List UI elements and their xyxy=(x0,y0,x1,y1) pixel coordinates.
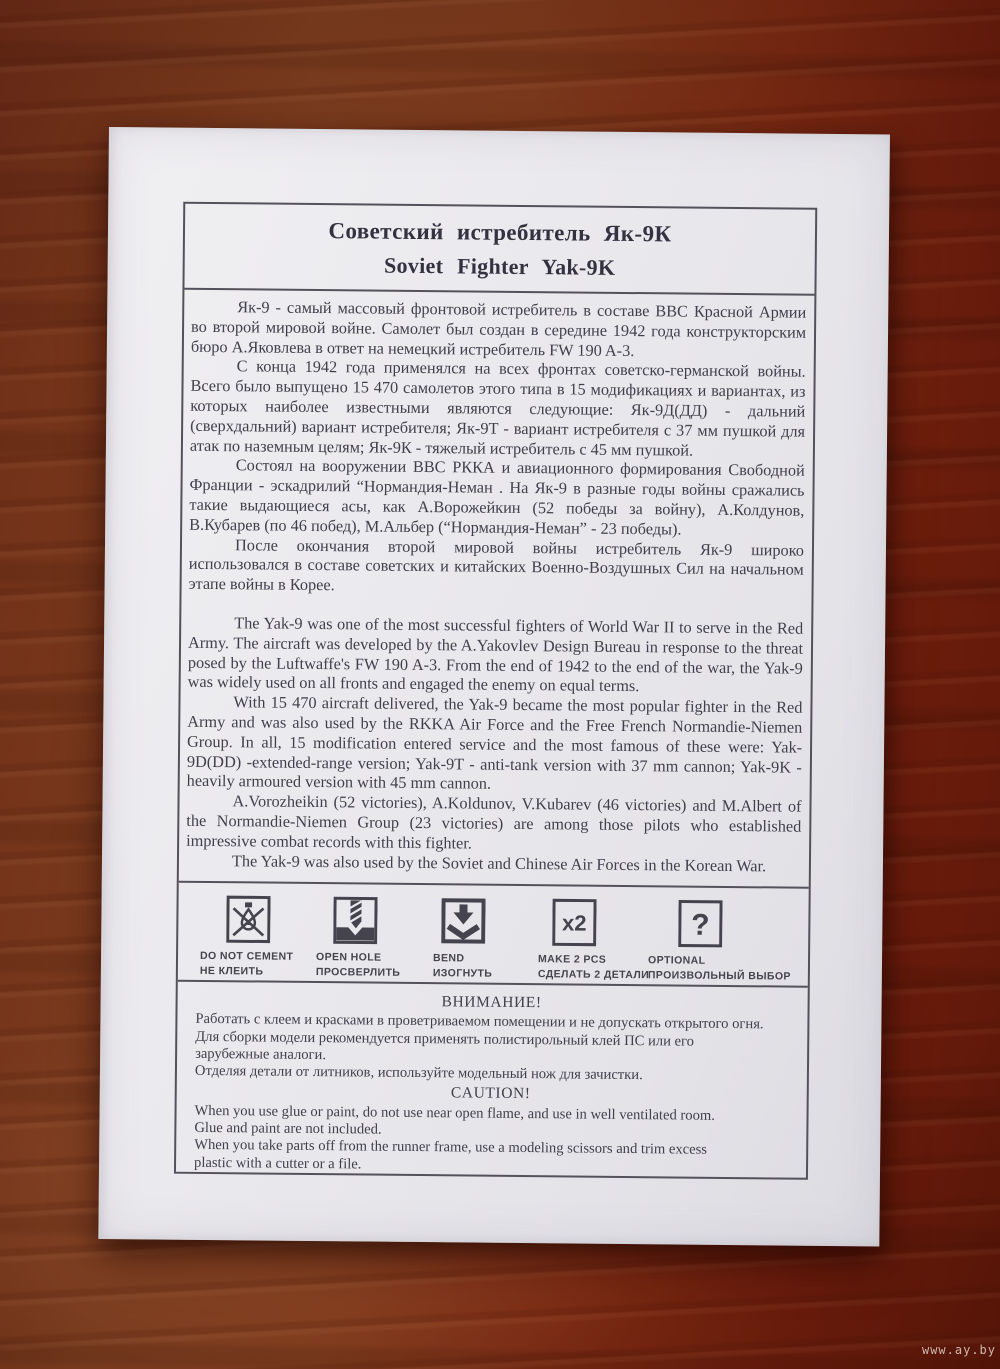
instruction-sheet xyxy=(98,127,890,1246)
caution-line-russian: Работать с клеем и красками в проветриваемом помещении и не допускать открытого огня. xyxy=(195,1011,764,1033)
symbol-bend xyxy=(433,897,493,982)
symbols-legend xyxy=(178,883,809,988)
make-2-pcs-icon xyxy=(552,898,596,946)
symbol-label-en: BEND xyxy=(432,952,465,965)
title-block xyxy=(184,204,815,296)
caution-line-english: Glue and paint are not included. xyxy=(194,1119,382,1138)
paragraph-russian: После окончания второй мировой войны истребитель Як-9 широко использовался в составе советских и китайских Военно-Воздушных Сил на начальном этапе войны в Корее. xyxy=(188,534,805,595)
symbol-open-hole xyxy=(316,896,401,981)
paragraph-english: With 15 470 aircraft delivered, the Yak-9 became the most popular fighter in the Red Army and was also used by the RKKA Air Force and the Free French Normandie-Niemen Group. In all, 15 modification entered service and the most famous of these were: Yak-9D(DD) -extended-range version; Yak-9T - anti-tank version with 37 mm cannon; Yak-9K - heavily armoured version with 45 mm cannon. xyxy=(186,692,803,794)
title-english: Soviet Fighter Yak-9K xyxy=(383,252,616,280)
paragraph-english: The Yak-9 was also used by the Soviet and Chinese Air Forces in the Korean War. xyxy=(231,850,767,875)
symbol-label-ru: ПРОСВЕРЛИТЬ xyxy=(315,966,401,979)
paragraph-english: A.Vorozheikin (52 victories), A.Koldunov, V.Kubarev (46 victories) and M.Albert of the Normandie-Niemen Group (23 victories) are among those pilots who established impressive combat records with this fighter. xyxy=(186,791,802,853)
symbol-label-ru: СДЕЛАТЬ 2 ДЕТАЛИ xyxy=(537,968,650,982)
watermark: www.ay.by xyxy=(921,1343,996,1357)
description-section xyxy=(179,290,815,889)
symbol-label xyxy=(648,953,791,984)
symbol-label-en: OPEN HOLE xyxy=(315,951,382,964)
bend-icon xyxy=(441,897,485,945)
caution-line-russian: зарубежные аналоги. xyxy=(195,1045,327,1064)
caution-line-russian: Отделяя детали от литников, используйте модельный нож для зачистки. xyxy=(194,1063,643,1084)
symbol-label xyxy=(538,952,650,983)
paragraph-russian: С конца 1942 года применялся на всех фронтах советско-германской войны. Всего было выпущено 15 470 самолетов этого типа в 15 модификациях и вариантах, из которых наиболее известными являются следующие: Як-9Д(ДД) - дальний (сверхдальний) вариант истребителя; Як-9Т - вариант истребителя с 37 мм пушкой для атак по наземным целям; Як-9К - тяжелый истребитель с 45 мм пушкой. xyxy=(189,356,806,460)
caution-heading-english: CAUTION! xyxy=(450,1084,531,1103)
optional-glyph: ? xyxy=(691,908,710,942)
symbol-optional xyxy=(648,899,792,984)
symbol-label-ru: ПРОИЗВОЛЬНЫЙ ВЫБОР xyxy=(647,969,791,983)
do-not-cement-icon xyxy=(226,895,270,943)
symbol-label xyxy=(433,951,493,982)
caution-line-english: plastic with a cutter or a file. xyxy=(193,1154,362,1173)
symbol-do-not-cement xyxy=(200,895,294,980)
caution-line-english: When you use glue or paint, do not use near open flame, and use in well ventilated room. xyxy=(194,1102,715,1124)
symbol-label xyxy=(316,950,401,981)
paragraph-russian: Состоял на вооружении ВВС РККА и авиационного формирования Свободной Франции - эскадрилий “Нормандия-Неман . На Як-9 в разные годы войны сражались такие выдающиеся асы, как А.Ворожейкин (52 победы за войну), А.Колдунов, В.Кубарев (по 46 побед), М.Альбер (“Нормандия-Неман” - 23 победы). xyxy=(189,455,805,539)
caution-section xyxy=(176,982,808,1186)
paragraph-russian: Як-9 - самый массовый фронтовой истребитель в составе ВВС Красной Армии во второй мировой войне. Самолет был создан в середине 1942 года конструкторским бюро А.Яковлева в ответ на немецкий истребитель FW 190 A-3. xyxy=(190,297,807,360)
title-russian: Советский истребитель Як-9К xyxy=(328,218,672,247)
make-2-pcs-glyph: x2 xyxy=(562,910,587,936)
symbol-label-ru: ИЗОГНУТЬ xyxy=(432,967,493,980)
caution-line-russian: Для сборки модели рекомендуется применять полистирольный клей ПС или его xyxy=(195,1028,695,1050)
caution-line-english: When you take parts off from the runner frame, use a modeling scissors and trim excess xyxy=(194,1137,708,1159)
symbol-label xyxy=(200,949,294,980)
open-hole-icon xyxy=(333,896,377,944)
optional-icon xyxy=(678,900,722,948)
paragraph-english: The Yak-9 was one of the most successful fighters of World War II to serve in the Red Army. The aircraft was developed by the A.Yakovlev Design Bureau in response to the threat posed by the Luftwaffe's FW 190 A-3. From the end of 1942 to the end of the war, the Yak-9 was widely used on all fronts and engaged the enemy on equal terms. xyxy=(187,613,804,696)
symbol-label-en: MAKE 2 PCS xyxy=(537,953,607,966)
caution-heading-russian: ВНИМАНИЕ! xyxy=(441,993,542,1012)
symbol-make-2-pcs xyxy=(538,898,650,983)
content-frame xyxy=(174,202,817,1180)
symbol-label-en: OPTIONAL xyxy=(647,954,706,967)
symbol-label-en: DO NOT CEMENT xyxy=(199,949,294,963)
symbol-label-ru: НЕ КЛЕИТЬ xyxy=(199,964,264,978)
